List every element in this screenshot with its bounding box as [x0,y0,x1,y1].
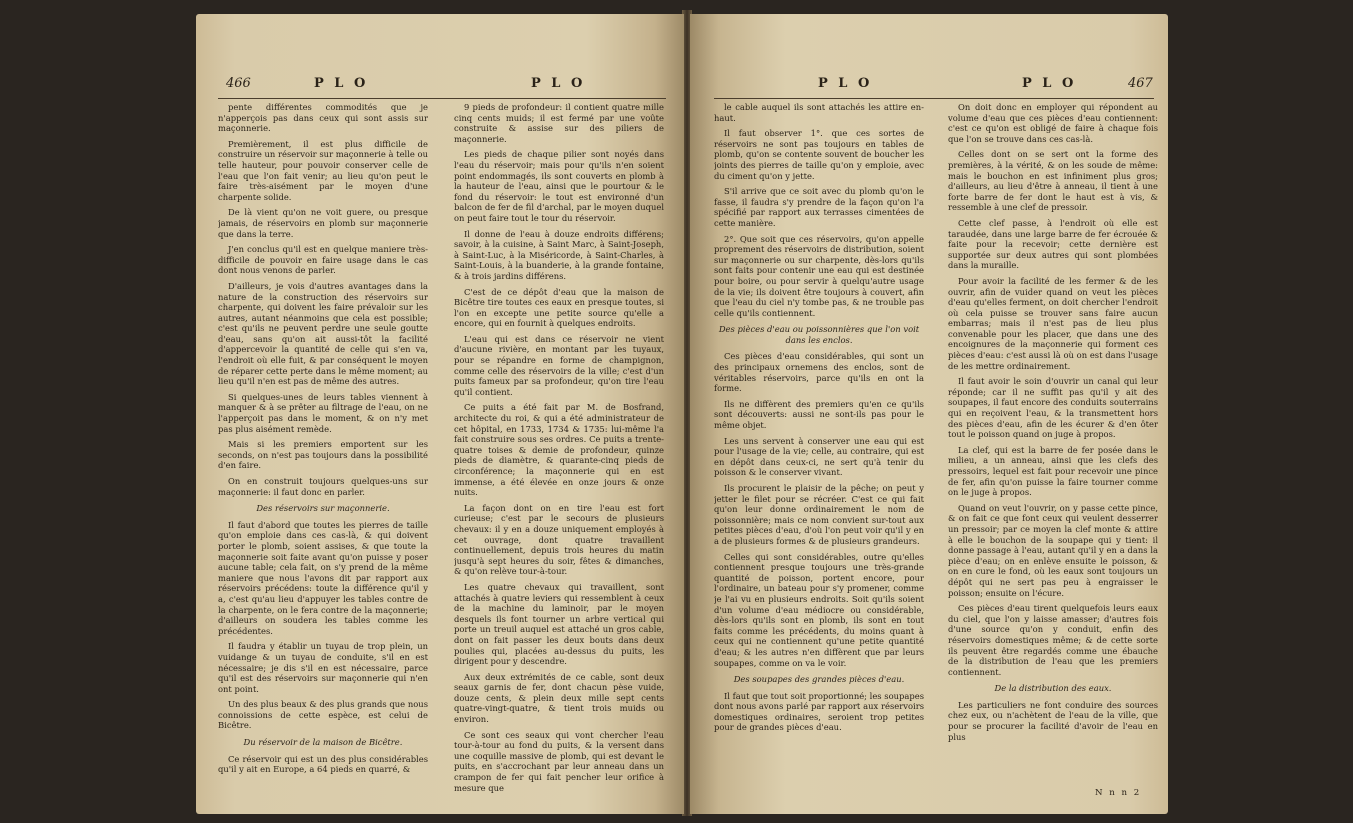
right-page [690,14,1168,814]
paragraph: Celles qui sont considérables, outre qu'elles contiennent presque toujours une très-grande quantité de poisson, portent encore, pour l'ordinaire, un bateau pour s'y promener, comme je l'ai vu en plusieurs endroits. Soit qu'ils soient d'un volume d'eau médiocre ou considérable, dès-lors qu'ils sont en plomb, ils sont en tout faits comme les précédents, du moins quant à ceux qui ne contiennent qu'une petite quantité d'eau; & les autres n'en diffèrent que par leurs soupapes, comme on va le voir. [714,551,924,668]
paragraph: Mais si les premiers emportent sur les seconds, on n'est pas toujours dans la possibilité d'en faire. [218,439,428,471]
paragraph: Quand on veut l'ouvrir, on y passe cette pince, & on fait ce que font ceux qui veulent desserrer un pressoir; par ce moyen la clef monte & attire à elle le bouchon de la soupape qui y tient: il donne passage à l'eau, autant qu'il y en a dans la pièce d'eau; on en enlève ensuite le poisson, & on en cure le fond, où les eaux sont toujours un dépôt qui ne sert pas peu à engraisser le poisson; ensuite on l'écure. [948,502,1158,598]
paragraph: Ce réservoir qui est un des plus considérables qu'il y ait en Europe, a 64 pieds en quarré, & [218,753,428,775]
text-column-2 [454,102,664,802]
paragraph: Les uns servent à conserver une eau qui est pour l'usage de la vie; celle, au contraire, qui est en dépôt dans ceux-ci, ne sert qu'à tenir du poisson & le conserver vivant. [714,435,924,478]
paragraph: Premièrement, il est plus difficile de construire un réservoir sur maçonnerie à telle ou telle hauteur, pour pouvoir conserver celle de l'eau que l'on fait venir; au lieu qu'on peut le faire très-aisément par le moyen d'une charpente solide. [218,138,428,202]
paragraph: Ils ne diffèrent des premiers qu'en ce qu'ils sont découverts: aussi ne sont-ils pas pour le même objet. [714,398,924,431]
text-column-1 [218,102,428,802]
paragraph: Un des plus beaux & des plus grands que nous connoissions de cette espèce, est celui de Bicêtre. [218,699,428,731]
page-number: 466 [226,76,251,91]
paragraph: La façon dont on en tire l'eau est fort curieuse; c'est par le secours de plusieurs chevaux: il y en a douze uniquement employés à cet ouvrage, dont quatre travaillent continuellement, depuis trois heures du matin jusqu'à sept heures du soir, fêtes & dimanches, & qu'on relève tour-à-tour. [454,502,664,577]
paragraph: L'eau qui est dans ce réservoir ne vient d'aucune rivière, en montant par les tuyaux, pour se répandre en forme de champignon, comme celle des réservoirs de la ville; c'est d'un puits fameux par sa profondeur, qu'on tire l'eau qu'il contient. [454,333,664,397]
running-head-left: P L O [314,76,369,91]
paragraph: Il donne de l'eau à douze endroits différens; savoir, à la cuisine, à Saint Marc, à Saint-Joseph, à Saint-Luc, à la Miséricorde, à Saint-Charles, à Saint-Louis, à la buanderie, à la grande fontaine, & à trois jardins différens. [454,228,664,281]
paragraph: Pour avoir la facilité de les fermer & de les ouvrir, afin de vuider quand on veut les pièces d'eau qu'elles ferment, on doit chercher l'endroit où cela puisse se trouver sans faire aucun embarras; mais il n'est pas de lieu plus convenable pour les placer, que dans une des encoignures de la maçonnerie qui forment ces pièces d'eau: c'est aussi là où on est dans l'usage de les mettre ordinairement. [948,275,1158,371]
paragraph: Il faut d'abord que toutes les pierres de taille qu'on emploie dans ces cas-là, & qui doivent porter le plomb, soient assises, & que toute la maçonnerie soit faite avant qu'on puisse y poser aucune table; cela fait, on s'y prend de la même maniere que nous l'avons dit par rapport aux réservoirs précédens: toute la différence qu'il y a, c'est qu'au lieu d'appuyer les tables contre de la charpente, on le fera contre de la maçonnerie; d'ailleurs on soudera les tables comme les précédentes. [218,519,428,636]
paragraph: Ce puits a été fait par M. de Bosfrand, architecte du roi, & qui a été administrateur de cet hôpital, en 1733, 1734 & 1735: lui-même l'a fait construire sous ses ordres. Ce puits a trente-quatre toises & demie de profondeur, quinze pieds de diamètre, & quarante-cinq pieds de circonférence; la maçonnerie qui en est immense, a été élevée en onze jours & onze nuits. [454,402,664,498]
text-column-2 [948,102,1158,802]
header-rule [714,98,1154,99]
running-head-right: P L O [531,76,586,91]
paragraph: Ils procurent le plaisir de la pêche; on peut y jetter le filet pour se récréer. C'est ce qui fait qu'on leur donne ordinairement le nom de poissonnière; mais ce nom convient sur-tout aux petites pièces d'eau, d'où l'on peut voir qu'il y en a de plusieurs formes & de plusieurs grandeurs. [714,483,924,546]
paragraph: Il faut que tout soit proportionné; les soupapes dont nous avons parlé par rapport aux réservoirs domestiques ordinaires, seroient trop petites pour de grandes pièces d'eau. [714,690,924,733]
paragraph: Les quatre chevaux qui travaillent, sont attachés à quatre leviers qui ressemblent à ceux de la machine du laminoir, par le moyen desquels ils font tourner un arbre vertical qui porte un treuil auquel est attaché un gros cable, dont on fait passer les deux bouts dans deux poulies qui, placées au-dessus du puits, les dirigent pour y descendre. [454,581,664,667]
paragraph: J'en conclus qu'il est en quelque maniere très-difficile de pouvoir en faire usage dans le cas dont nous venons de parler. [218,244,428,276]
header-rule [218,98,666,99]
paragraph: C'est de ce dépôt d'eau que la maison de Bicêtre tire toutes ces eaux en presque toutes, si l'on en excepte une petite source qu'elle a encore, qui en fournit à quelques endroits. [454,286,664,329]
paragraph: pente différentes commodités que je n'apperçois pas dans ceux qui sont assis sur maçonnerie. [218,102,428,134]
section-heading: Des réservoirs sur maçonnerie. [256,503,390,514]
paragraph: 2°. Que soit que ces réservoirs, qu'on appelle proprement des réservoirs de distribution, soient sur maçonnerie ou sur charpente, dès-lors qu'ils sont faits pour contenir une eau qui est destinée pour boire, ou pour servir à quelqu'autre usage de la vie; ils doivent être toujours à couvert, afin que l'eau du ciel n'y tombe pas, & ne trouble pas celle qu'ils contiennent. [714,233,924,318]
paragraph: Ces pièces d'eau considérables, qui sont un des principaux ornemens des enclos, sont de véritables réservoirs, parce qu'ils en ont la forme. [714,351,924,394]
paragraph: Celles dont on se sert ont la forme des premières, à la vérité, & on les soude de même: mais le bouchon en est infiniment plus gros; d'ailleurs, au lieu d'être à anneau, il tient à une forte barre de fer dont le haut est à vis, & ressemble à une clef de pressoir. [948,149,1158,213]
paragraph: On doit donc en employer qui répondent au volume d'eau que ces pièces d'eau contiennent: c'est ce qu'on est obligé de faire à chaque fois que l'on se trouve dans ces cas-là. [948,102,1158,144]
section-heading: Des pièces d'eau ou poissonnières que l'on voit dans les enclos. [718,324,920,345]
catchword: N n n 2 [1095,788,1142,798]
paragraph: Ces pièces d'eau tirent quelquefois leurs eaux du ciel, que l'on y laisse amasser; d'autres fois d'une source qu'on y conduit, enfin des réservoirs domestiques même; & de cette sorte ils peuvent être regardés comme une ébauche de la distribution de l'eau que les premiers contiennent. [948,603,1158,677]
page-number: 467 [1128,76,1153,91]
paragraph: le cable auquel ils sont attachés les attire en-haut. [714,102,924,123]
paragraph: Les particuliers ne font conduire des sources chez eux, ou n'achètent de l'eau de la ville, que pour se procurer la facilité d'avoir de l'eau en plus [948,699,1158,742]
left-page [196,14,684,814]
paragraph: Cette clef passe, à l'endroit où elle est taraudée, dans une large barre de fer écrouée & faite pour la recevoir; cette dernière est supportée sur deux autres qui sont plombées dans la muraille. [948,217,1158,271]
paragraph: Les pieds de chaque pilier sont noyés dans l'eau du réservoir; mais pour qu'ils n'en soient point endommagés, ils sont couverts en plomb à la hauteur de l'eau, ainsi que le pourtour & le fond du réservoir: le tout est environné d'un balcon de fer de fil d'archal, par le moyen duquel on peut faire tout le tour du réservoir. [454,149,664,223]
paragraph: Aux deux extrémités de ce cable, sont deux seaux garnis de fer, dont chacun pèse vuide, douze cents, & plein deux mille sept cents quatre-vingt-quatre, & tient trois muids ou environ. [454,671,664,725]
running-head-left: P L O [818,76,873,91]
text-column-1 [714,102,924,802]
paragraph: De là vient qu'on ne voit guere, ou presque jamais, de réservoirs en plomb sur maçonnerie que dans la terre. [218,207,428,239]
running-head-right: P L O [1022,76,1077,91]
paragraph: La clef, qui est la barre de fer posée dans le milieu, a un anneau, ainsi que les clefs des pressoirs, lequel est fait pour recevoir une pince de fer, afin qu'on puisse la faire tourner comme on le juge à propos. [948,444,1158,498]
section-heading: De la distribution des eaux. [994,683,1112,694]
paragraph: Il faut avoir le soin d'ouvrir un canal qui leur réponde; car il ne suffit pas qu'il y ait des soupapes, il faut encore des conduits souterrains qui en reçoivent l'eau, & la transmettent hors des pièces d'eau, afin de les écurer & d'en ôter tout le poisson quand on juge à propos. [948,376,1158,440]
section-heading: Du réservoir de la maison de Bicêtre. [243,737,403,748]
paragraph: On en construit toujours quelques-uns sur maçonnerie: il faut donc en parler. [218,476,428,497]
paragraph: Ce sont ces seaux qui vont chercher l'eau tour-à-tour au fond du puits, & la versent dans une coquille massive de plomb, qui est devant le puits, en s'accrochant par leur anneau dans un crampon de fer qui fait pencher leur orifice à mesure que [454,729,664,793]
paragraph: 9 pieds de profondeur: il contient quatre mille cinq cents muids; il est fermé par une voûte construite & assise sur des piliers de maçonnerie. [454,102,664,144]
section-heading: Des soupapes des grandes pièces d'eau. [733,674,905,685]
paragraph: Il faudra y établir un tuyau de trop plein, un vuidange & un tuyau de conduite, s'il en est nécessaire; je dis s'il en est nécessaire, parce qu'il est des réservoirs sur maçonnerie qui n'en ont point. [218,641,428,694]
paragraph: S'il arrive que ce soit avec du plomb qu'on le fasse, il faudra s'y prendre de la façon qu'on l'a spécifié par rapport aux terrasses cimentées de cette manière. [714,186,924,228]
paragraph: Si quelques-unes de leurs tables viennent à manquer & à se prêter au filtrage de l'eau, on ne l'apperçoit pas dans le moment, & on n'y met pas plus aisément remède. [218,391,428,434]
paragraph: D'ailleurs, je vois d'autres avantages dans la nature de la construction des réservoirs sur charpente, qui doivent les faire prévaloir sur les autres, autant néanmoins que cela est possible; c'est qu'ils ne peuvent perdre une seule goutte d'eau, sans qu'on ait aussi-tôt la facilité d'appercevoir la quantité de celle qui s'en va, l'endroit où elle fuit, & par conséquent le moyen de réparer cette perte dans le même moment; au lieu qu'il n'en est pas de même des autres. [218,280,428,387]
paragraph: Il faut observer 1°. que ces sortes de réservoirs ne sont pas toujours en tables de plomb, qu'on se contente souvent de boucher les joints des pierres de taille qu'on y emploie, avec du ciment qu'on y jette. [714,128,924,181]
